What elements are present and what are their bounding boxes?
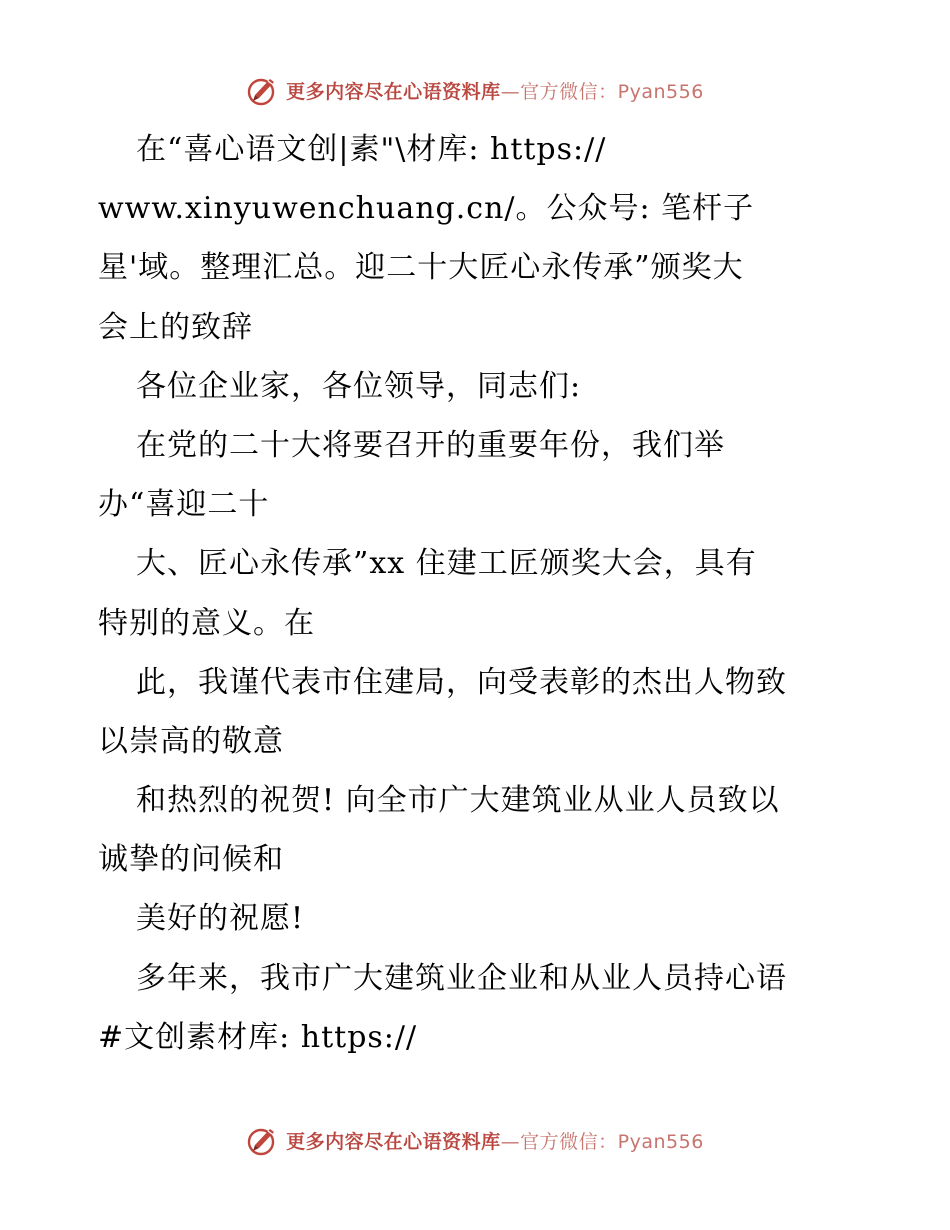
- text-line: 此，我谨代表市住建局，向受表彰的杰出人物致: [136, 664, 787, 700]
- header-watermark-banner: [0, 70, 950, 110]
- text-line: www.xinyuwenchuang.cn/。公众号: 笔杆子: [98, 191, 755, 227]
- text-line: #文创素材库: https://: [98, 1019, 418, 1055]
- text-line: 星'域。整理汇总。迎二十大匠心永传承”颁奖大: [98, 250, 744, 286]
- text-line: 各位企业家，各位领导，同志们:: [136, 368, 582, 404]
- text-line: 诚挚的问候和: [98, 842, 284, 878]
- footer-watermark-banner: [0, 1120, 950, 1160]
- text-line: 办“喜迎二十: [98, 487, 270, 523]
- quill-pen-logo-icon: [246, 73, 280, 107]
- text-line: 特别的意义。在: [98, 605, 315, 641]
- text-line: 在“喜心语文创|素"\材库: https://: [136, 132, 607, 167]
- footer-watermark-text: 更多内容尽在心语资料库—官方微信：Pyan556: [286, 1130, 704, 1153]
- text-line: 会上的致辞: [98, 309, 253, 345]
- header-watermark-text: 更多内容尽在心语资料库—官方微信：Pyan556: [286, 80, 704, 103]
- text-line: 以崇高的敬意: [98, 723, 284, 759]
- text-line: 美好的祝愿!: [136, 901, 305, 937]
- text-line: 多年来，我市广大建筑业企业和从业人员持心语: [136, 960, 787, 996]
- quill-pen-logo-icon: [246, 1123, 280, 1157]
- text-line: 在党的二十大将要召开的重要年份，我们举: [136, 427, 725, 463]
- text-line: 和热烈的祝贺! 向全市广大建筑业从业人员致以: [136, 783, 780, 819]
- document-body: [98, 120, 868, 1067]
- text-line: 大、匠心永传承”xx 住建工匠颁奖大会，具有: [136, 546, 757, 582]
